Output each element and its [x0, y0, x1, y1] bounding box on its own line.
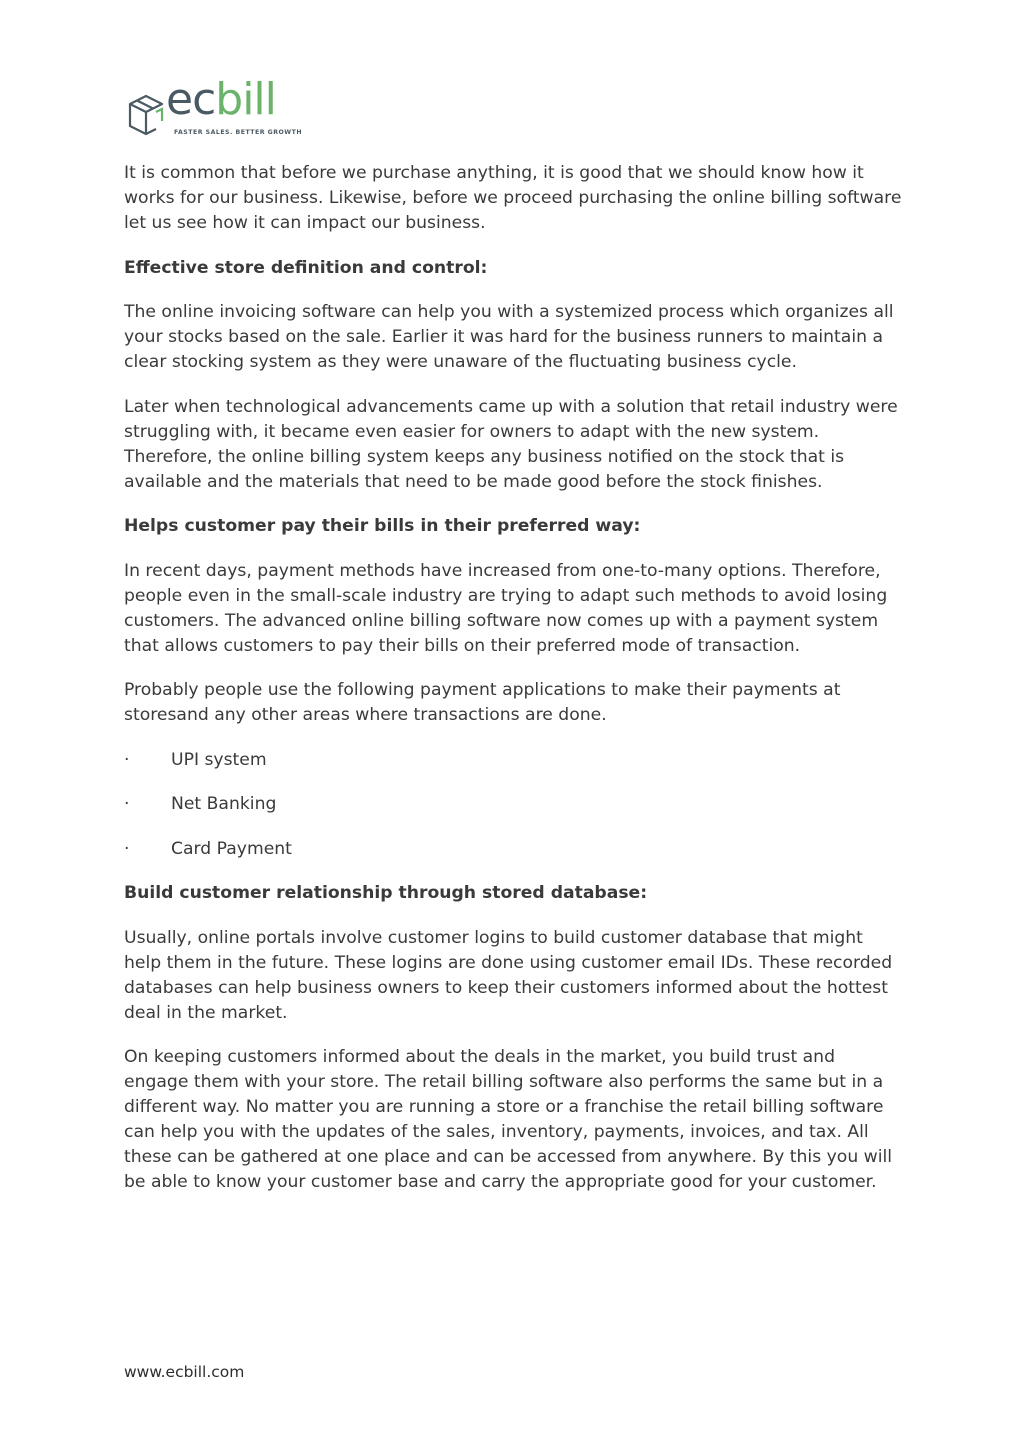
logo-word-bill: bill	[215, 74, 276, 125]
paragraph: The online invoicing software can help you with a systemized process which organizes all your stocks based on the sale. Earlier it was hard for the business runners to maintain a clear stocking system as they were unaware of the fluctuating business cycle.	[124, 302, 894, 372]
bullet-marker: ·	[124, 749, 130, 770]
document-body	[124, 161, 904, 1215]
list-item-label: UPI system	[171, 749, 267, 770]
list-item	[124, 748, 904, 773]
list-item-label: Net Banking	[171, 794, 277, 814]
logo-tagline: FASTER SALES. BETTER GROWTH	[174, 129, 303, 136]
paragraph: On keeping customers informed about the deals in the market, you build trust and engage them with your store. The retail billing software also performs the same but in a different way. No matter you are running a store or a franchise the retail billing software can help you with the updates of the sales, inventory, payments, invoices, and tax. All these can be gathered at one place and can be accessed from anywhere. By this you will be able to know your customer base and carry the appropriate good for your customer.	[124, 1047, 893, 1192]
logo-wordmark	[166, 74, 276, 125]
ecbill-logo	[126, 74, 306, 144]
box-icon	[126, 88, 168, 140]
list-item-label: Card Payment	[171, 838, 292, 859]
logo-word-ec: ec	[166, 74, 216, 125]
intro-paragraph: It is common that before we purchase anything, it is good that we should know how it works for our business. Likewise, before we proceed purchasing the online billing software let us see how it can impact our business.	[124, 163, 902, 233]
paragraph: Later when technological advancements came up with a solution that retail industry were struggling with, it became even easier for owners to adapt with the new system. Therefore, the online billing system keeps any business notified on the stock that is available and the materials that need to be made good before the stock finishes.	[124, 396, 898, 492]
list-item	[124, 837, 904, 862]
section-heading-customer-relationship: Build customer relationship through stored database:	[124, 883, 648, 903]
footer-url: www.ecbill.com	[124, 1363, 245, 1381]
paragraph: Usually, online portals involve customer logins to build customer database that might help them in the future. These logins are done using customer email IDs. These recorded databases can help business owners to keep their customers informed about the hottest deal in the market.	[124, 927, 893, 1023]
bullet-marker: ·	[124, 794, 130, 814]
bullet-marker: ·	[124, 838, 130, 859]
section-heading-payments: Helps customer pay their bills in their preferred way:	[124, 516, 641, 536]
paragraph: Probably people use the following payment applications to make their payments at storesand any other areas where transactions are done.	[124, 680, 841, 725]
list-item	[124, 792, 904, 817]
section-heading-store-control: Effective store definition and control:	[124, 257, 488, 278]
paragraph: In recent days, payment methods have increased from one-to-many options. Therefore, people even in the small-scale industry are trying to adapt such methods to avoid losing customers. The advanced online billing software now comes up with a payment system that allows customers to pay their bills on their preferred mode of transaction.	[124, 560, 888, 656]
